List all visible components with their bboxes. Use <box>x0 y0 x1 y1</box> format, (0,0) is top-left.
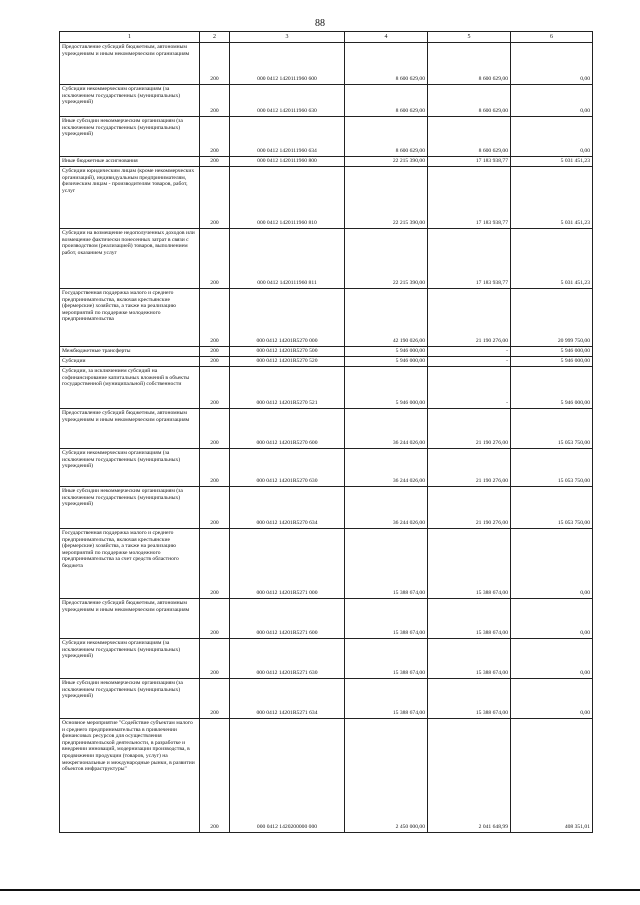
approved-amount-cell: 22 215 390,00 <box>345 157 428 167</box>
row-name-cell: Субсидии некоммерческим организациям (за исключением государственных (муниципальных) учреждений) <box>60 639 200 679</box>
approved-amount-cell: 42 190 026,00 <box>345 289 428 347</box>
remaining-amount-cell: 5 031 451,23 <box>511 229 593 289</box>
budget-code-cell: 000 0412 14201R5271 600 <box>230 599 345 639</box>
remaining-amount-cell: 0,00 <box>511 43 593 85</box>
column-number: 2 <box>200 32 230 43</box>
budget-code-cell: 000 0412 1420200000 000 <box>230 719 345 833</box>
executed-amount-cell: 21 190 276,00 <box>428 409 511 449</box>
row-name-cell: Межбюджетные трансферты <box>60 347 200 357</box>
executed-amount-cell: - <box>428 357 511 367</box>
line-code-cell: 200 <box>200 487 230 529</box>
table-row <box>60 529 593 599</box>
column-number: 3 <box>230 32 345 43</box>
row-name-cell: Иные бюджетные ассигнования <box>60 157 200 167</box>
executed-amount-cell: 17 183 938,77 <box>428 167 511 229</box>
row-name-cell: Субсидии <box>60 357 200 367</box>
approved-amount-cell: 8 600 629,00 <box>345 117 428 157</box>
budget-code-cell: 000 0412 1420111960 800 <box>230 157 345 167</box>
approved-amount-cell: 15 388 674,00 <box>345 639 428 679</box>
line-code-cell: 200 <box>200 679 230 719</box>
remaining-amount-cell: 5 031 451,23 <box>511 157 593 167</box>
budget-code-cell: 000 0412 1420111960 634 <box>230 117 345 157</box>
budget-code-cell: 000 0412 14201R5270 521 <box>230 367 345 409</box>
executed-amount-cell: 2 041 648,99 <box>428 719 511 833</box>
approved-amount-cell: 5 946 000,00 <box>345 367 428 409</box>
row-name-cell: Иные субсидии некоммерческим организациям (за исключением государственных (муниципальных) учреждений) <box>60 487 200 529</box>
table-row <box>60 117 593 157</box>
budget-code-cell: 000 0412 14201R5270 634 <box>230 487 345 529</box>
executed-amount-cell: 21 190 276,00 <box>428 449 511 487</box>
line-code-cell: 200 <box>200 599 230 639</box>
row-name-cell: Предоставление субсидий бюджетным, автономным учреждениям и иным некоммерческим организациям <box>60 409 200 449</box>
executed-amount-cell: 15 388 674,00 <box>428 599 511 639</box>
budget-code-cell: 000 0412 1420111960 810 <box>230 167 345 229</box>
budget-code-cell: 000 0412 14201R5271 630 <box>230 639 345 679</box>
budget-code-cell: 000 0412 1420111960 630 <box>230 85 345 117</box>
row-name-cell: Предоставление субсидий бюджетным, автономным учреждениям и иным некоммерческим организациям <box>60 43 200 85</box>
executed-amount-cell: 15 388 674,00 <box>428 679 511 719</box>
row-name-cell: Государственная поддержка малого и среднего предпринимательства, включая крестьянские (фермерские) хозяйства, а также на реализацию мероприятий по поддержке молодежного предпринимательства за счет средств областного бюджета <box>60 529 200 599</box>
row-name-cell: Субсидии некоммерческим организациям (за исключением государственных (муниципальных) учреждений) <box>60 85 200 117</box>
table-row <box>60 639 593 679</box>
table-row <box>60 289 593 347</box>
row-name-cell: Субсидии юридическим лицам (кроме некоммерческих организаций), индивидуальным предпринимателям, физическим лицам - производителям товаров, работ, услуг <box>60 167 200 229</box>
remaining-amount-cell: 0,00 <box>511 85 593 117</box>
remaining-amount-cell: 0,00 <box>511 529 593 599</box>
executed-amount-cell: 15 388 674,00 <box>428 639 511 679</box>
line-code-cell: 200 <box>200 529 230 599</box>
row-name-cell: Субсидии на возмещение недополученных доходов или возмещение фактически понесенных затрат в связи с производством (реализацией) товаров, выполнением работ, оказанием услуг <box>60 229 200 289</box>
approved-amount-cell: 2 450 000,00 <box>345 719 428 833</box>
budget-execution-table <box>59 31 593 833</box>
line-code-cell: 200 <box>200 167 230 229</box>
remaining-amount-cell: 5 031 451,23 <box>511 167 593 229</box>
column-number: 4 <box>345 32 428 43</box>
remaining-amount-cell: 15 053 750,00 <box>511 409 593 449</box>
table-row <box>60 167 593 229</box>
row-name-cell: Основное мероприятие "Содействие субъектам малого и среднего предпринимательства в привлечении финансовых ресурсов для осуществления предпринимательской деятельности, в разработке и внедрении инноваций, модернизации производства, в продвижении продукции (товаров, услуг) на межрегиональные и международные рынки, в развитии объектов инфраструктуры" <box>60 719 200 833</box>
row-name-cell: Субсидии, за исключением субсидий на софинансирование капитальных вложений в объекты государственной (муниципальной) собственности <box>60 367 200 409</box>
budget-code-cell: 000 0412 1420111960 811 <box>230 229 345 289</box>
row-name-cell: Субсидии некоммерческим организациям (за исключением государственных (муниципальных) учреждений) <box>60 449 200 487</box>
remaining-amount-cell: 0,00 <box>511 599 593 639</box>
row-name-cell: Предоставление субсидий бюджетным, автономным учреждениям и иным некоммерческим организациям <box>60 599 200 639</box>
executed-amount-cell: 8 600 629,00 <box>428 85 511 117</box>
table-row <box>60 347 593 357</box>
line-code-cell: 200 <box>200 229 230 289</box>
table-row <box>60 679 593 719</box>
approved-amount-cell: 8 600 629,00 <box>345 43 428 85</box>
approved-amount-cell: 15 388 674,00 <box>345 599 428 639</box>
line-code-cell: 200 <box>200 719 230 833</box>
page-number: 88 <box>315 18 325 29</box>
table-row <box>60 157 593 167</box>
table-row <box>60 367 593 409</box>
table-row <box>60 409 593 449</box>
line-code-cell: 200 <box>200 43 230 85</box>
executed-amount-cell: 21 190 276,00 <box>428 289 511 347</box>
column-number: 6 <box>511 32 593 43</box>
table-row <box>60 229 593 289</box>
line-code-cell: 200 <box>200 85 230 117</box>
remaining-amount-cell: 0,00 <box>511 117 593 157</box>
line-code-cell: 200 <box>200 289 230 347</box>
approved-amount-cell: 8 600 629,00 <box>345 85 428 117</box>
budget-code-cell: 000 0412 14201R5270 600 <box>230 409 345 449</box>
remaining-amount-cell: 5 946 000,00 <box>511 357 593 367</box>
approved-amount-cell: 5 946 000,00 <box>345 347 428 357</box>
remaining-amount-cell: 20 999 750,00 <box>511 289 593 347</box>
row-name-cell: Иные субсидии некоммерческим организациям (за исключением государственных (муниципальных) учреждений) <box>60 117 200 157</box>
row-name-cell: Иные субсидии некоммерческим организациям (за исключением государственных (муниципальных) учреждений) <box>60 679 200 719</box>
table-row <box>60 487 593 529</box>
line-code-cell: 200 <box>200 347 230 357</box>
approved-amount-cell: 36 244 026,00 <box>345 487 428 529</box>
remaining-amount-cell: 15 053 750,00 <box>511 487 593 529</box>
budget-code-cell: 000 0412 14201R5270 520 <box>230 357 345 367</box>
executed-amount-cell: - <box>428 367 511 409</box>
executed-amount-cell: - <box>428 347 511 357</box>
executed-amount-cell: 15 388 674,00 <box>428 529 511 599</box>
approved-amount-cell: 5 946 000,00 <box>345 357 428 367</box>
table-row <box>60 43 593 85</box>
approved-amount-cell: 22 215 390,00 <box>345 229 428 289</box>
line-code-cell: 200 <box>200 157 230 167</box>
table-row <box>60 719 593 833</box>
line-code-cell: 200 <box>200 449 230 487</box>
budget-code-cell: 000 0412 14201R5270 630 <box>230 449 345 487</box>
approved-amount-cell: 15 388 674,00 <box>345 529 428 599</box>
budget-code-cell: 000 0412 14201R5271 634 <box>230 679 345 719</box>
budget-code-cell: 000 0412 14201R5270 000 <box>230 289 345 347</box>
remaining-amount-cell: 408 351,01 <box>511 719 593 833</box>
column-number-row <box>60 32 593 43</box>
budget-code-cell: 000 0412 14201R5271 000 <box>230 529 345 599</box>
line-code-cell: 200 <box>200 409 230 449</box>
column-number: 5 <box>428 32 511 43</box>
remaining-amount-cell: 15 053 750,00 <box>511 449 593 487</box>
approved-amount-cell: 15 388 674,00 <box>345 679 428 719</box>
line-code-cell: 200 <box>200 117 230 157</box>
approved-amount-cell: 36 244 026,00 <box>345 449 428 487</box>
remaining-amount-cell: 5 946 000,00 <box>511 367 593 409</box>
column-number: 1 <box>60 32 200 43</box>
remaining-amount-cell: 0,00 <box>511 639 593 679</box>
budget-code-cell: 000 0412 1420111960 600 <box>230 43 345 85</box>
table-row <box>60 85 593 117</box>
executed-amount-cell: 21 190 276,00 <box>428 487 511 529</box>
line-code-cell: 200 <box>200 367 230 409</box>
remaining-amount-cell: 5 946 000,00 <box>511 347 593 357</box>
budget-code-cell: 000 0412 14201R5270 500 <box>230 347 345 357</box>
scan-edge-line <box>0 889 640 891</box>
executed-amount-cell: 8 600 629,00 <box>428 117 511 157</box>
table-row <box>60 599 593 639</box>
approved-amount-cell: 36 244 026,00 <box>345 409 428 449</box>
line-code-cell: 200 <box>200 357 230 367</box>
remaining-amount-cell: 0,00 <box>511 679 593 719</box>
executed-amount-cell: 8 600 629,00 <box>428 43 511 85</box>
table-row <box>60 357 593 367</box>
executed-amount-cell: 17 183 938,77 <box>428 229 511 289</box>
line-code-cell: 200 <box>200 639 230 679</box>
approved-amount-cell: 22 215 390,00 <box>345 167 428 229</box>
executed-amount-cell: 17 183 938,77 <box>428 157 511 167</box>
row-name-cell: Государственная поддержка малого и среднего предпринимательства, включая крестьянские (фермерские) хозяйства, а также на реализацию мероприятий по поддержке молодежного предпринимательства <box>60 289 200 347</box>
table-row <box>60 449 593 487</box>
